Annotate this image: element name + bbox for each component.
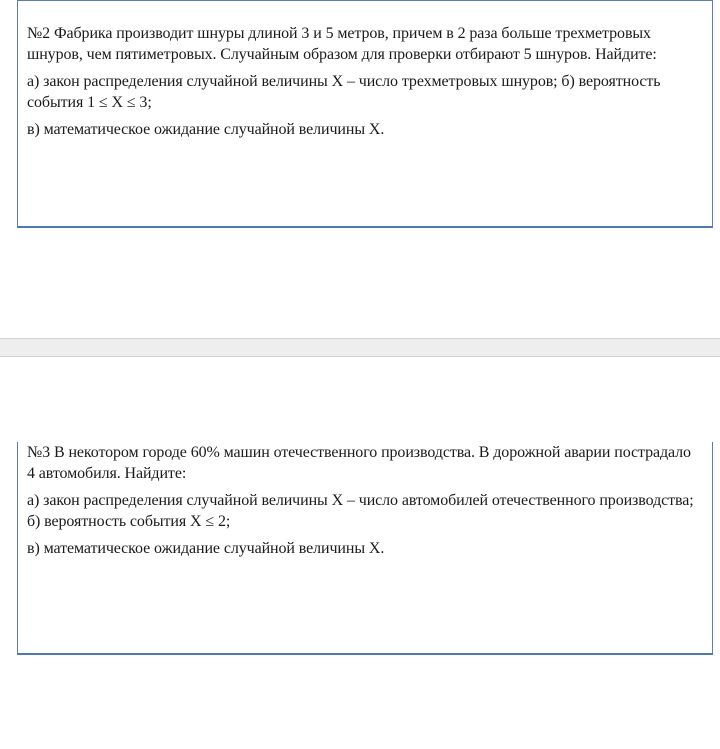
task-3-part-c: в) математическое ожидание случайной величины X. bbox=[27, 540, 385, 557]
task-3-statement: №3 В некотором городе 60% машин отечественного производства. В дорожной аварии пострадало 4 автомобиля. Найдите: bbox=[27, 444, 691, 482]
task-box-3 bbox=[17, 442, 713, 655]
task-3-part-a-b: а) закон распределения случайной величины X – число автомобилей отечественного производства; б) вероятность события X ≤ 2; bbox=[27, 492, 694, 530]
task-box-2 bbox=[17, 0, 713, 228]
task-2-statement: №2 Фабрика производит шнуры длиной 3 и 5 метров, причем в 2 раза больше трехметровых шнуров, чем пятиметровых. Случайным образом для проверки отбирают 5 шнуров. Найдите: bbox=[27, 25, 657, 63]
page-break-gap bbox=[0, 338, 720, 357]
task-2-part-a-b: а) закон распределения случайной величины X – число трехметровых шнуров; б) вероятность события 1 ≤ X ≤ 3; bbox=[27, 73, 661, 111]
document-page-top bbox=[0, 0, 720, 338]
task-2-part-c: в) математическое ожидание случайной величины X. bbox=[27, 121, 385, 138]
